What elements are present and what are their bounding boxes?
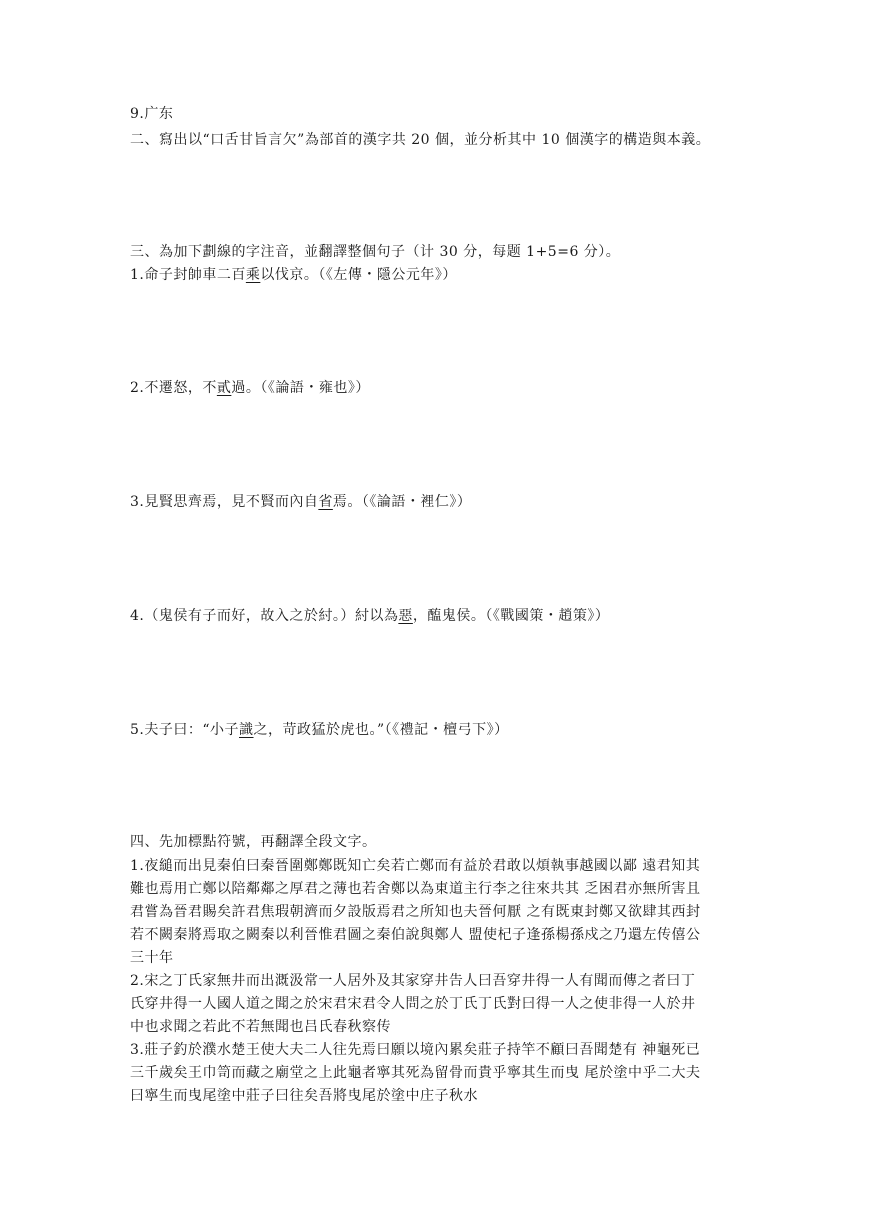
paragraph-line: 2.宋之丁氏家無井而出溉汲常一人居外及其家穿井告人曰吾穿井得一人有聞而傳之者曰丁 (130, 973, 696, 989)
item-text-before: 5.夫子曰：“小子 (130, 722, 240, 738)
document-page (130, 0, 750, 1228)
section-4-title: 四、先加標點符號，再翻譯全段文字。 (130, 834, 377, 850)
section-3-item-5 (130, 720, 509, 740)
item-text-after: 焉。（《論語・裡仁》） (332, 494, 472, 510)
underlined-char: 省 (318, 494, 333, 510)
item-text-before: 4.（鬼侯有子而好，故入之於紂。）紂以為 (130, 608, 399, 624)
item-text-after: 之，苛政猛於虎也。”（《禮記・檀弓下》） (253, 722, 509, 738)
paragraph-line: 曰寧生而曳尾塗中莊子曰往矣吾將曳尾於塗中庄子秋水 (130, 1088, 478, 1104)
paragraph-line: 三十年 (130, 950, 174, 966)
paragraph-line: 三千歲矣王巾笥而藏之廟堂之上此龜者寧其死為留骨而貴乎寧其生而曳 尾於塗中乎二大夫 (130, 1065, 701, 1081)
underlined-char: 貳 (216, 380, 232, 396)
paragraph-line: 難也焉用亡鄭以陪鄰鄰之厚君之薄也若舍鄭以為東道主行李之往來共其 乏困君亦無所害且 (130, 881, 701, 897)
item-text-after: 以伐京。（《左傳・隱公元年》） (260, 267, 457, 283)
item-text-after: 過。（《論語・雍也》） (231, 380, 370, 396)
paragraph-line: 3.莊子釣於濮水楚王使大夫二人往先焉曰願以境內累矣莊子持竿不顧曰吾聞楚有 神龜死已 (130, 1042, 701, 1058)
paragraph-line: 若不闕秦將焉取之闕秦以利晉惟君圖之秦伯說與鄭人 盟使杞子逢孫楊孫戍之乃還左传僖公 (130, 927, 701, 943)
section-3-item-4 (130, 606, 609, 626)
section-2-title: 二、寫出以“口舌甘旨言欠”為部首的漢字共 20 個，並分析其中 10 個漢字的構造與本義。 (130, 132, 711, 148)
paragraph-line: 1.夜縋而出見秦伯曰秦晉圍鄭鄭既知亡矣若亡鄭而有益於君敢以煩執事越國以鄙 遠君知其 (130, 858, 701, 874)
question-number-label: 9.广东 (130, 106, 174, 122)
underlined-char: 識 (239, 722, 254, 738)
section-3-item-1 (130, 265, 457, 285)
item-text-before: 1.命子封帥車二百 (130, 267, 246, 283)
underlined-char: 惡 (398, 608, 413, 624)
paragraph-line: 中也求聞之若此不若無聞也吕氏春秋察传 (130, 1019, 391, 1035)
section-3-item-3 (130, 492, 471, 512)
item-text-after: ，醢鬼侯。（《戰國策・趙策》） (412, 608, 610, 624)
section-3-item-2 (130, 378, 370, 398)
item-text-before: 3.見賢思齊焉，見不賢而內自 (130, 494, 319, 510)
paragraph-line: 君嘗為晉君賜矣許君焦瑕朝濟而夕設版焉君之所知也夫晉何厭 之有既東封鄭又欲肆其西封 (130, 904, 701, 920)
underlined-char: 乘 (245, 267, 261, 283)
section-3-title: 三、為加下劃線的字注音，並翻譯整個句子（计 30 分，每题 1+5=6 分）。 (130, 244, 621, 260)
paragraph-line: 氏穿井得一人國人道之聞之於宋君宋君令人問之於丁氏丁氏對曰得一人之使非得一人於井 (130, 996, 696, 1012)
item-text-before: 2.不遷怒，不 (130, 380, 217, 396)
